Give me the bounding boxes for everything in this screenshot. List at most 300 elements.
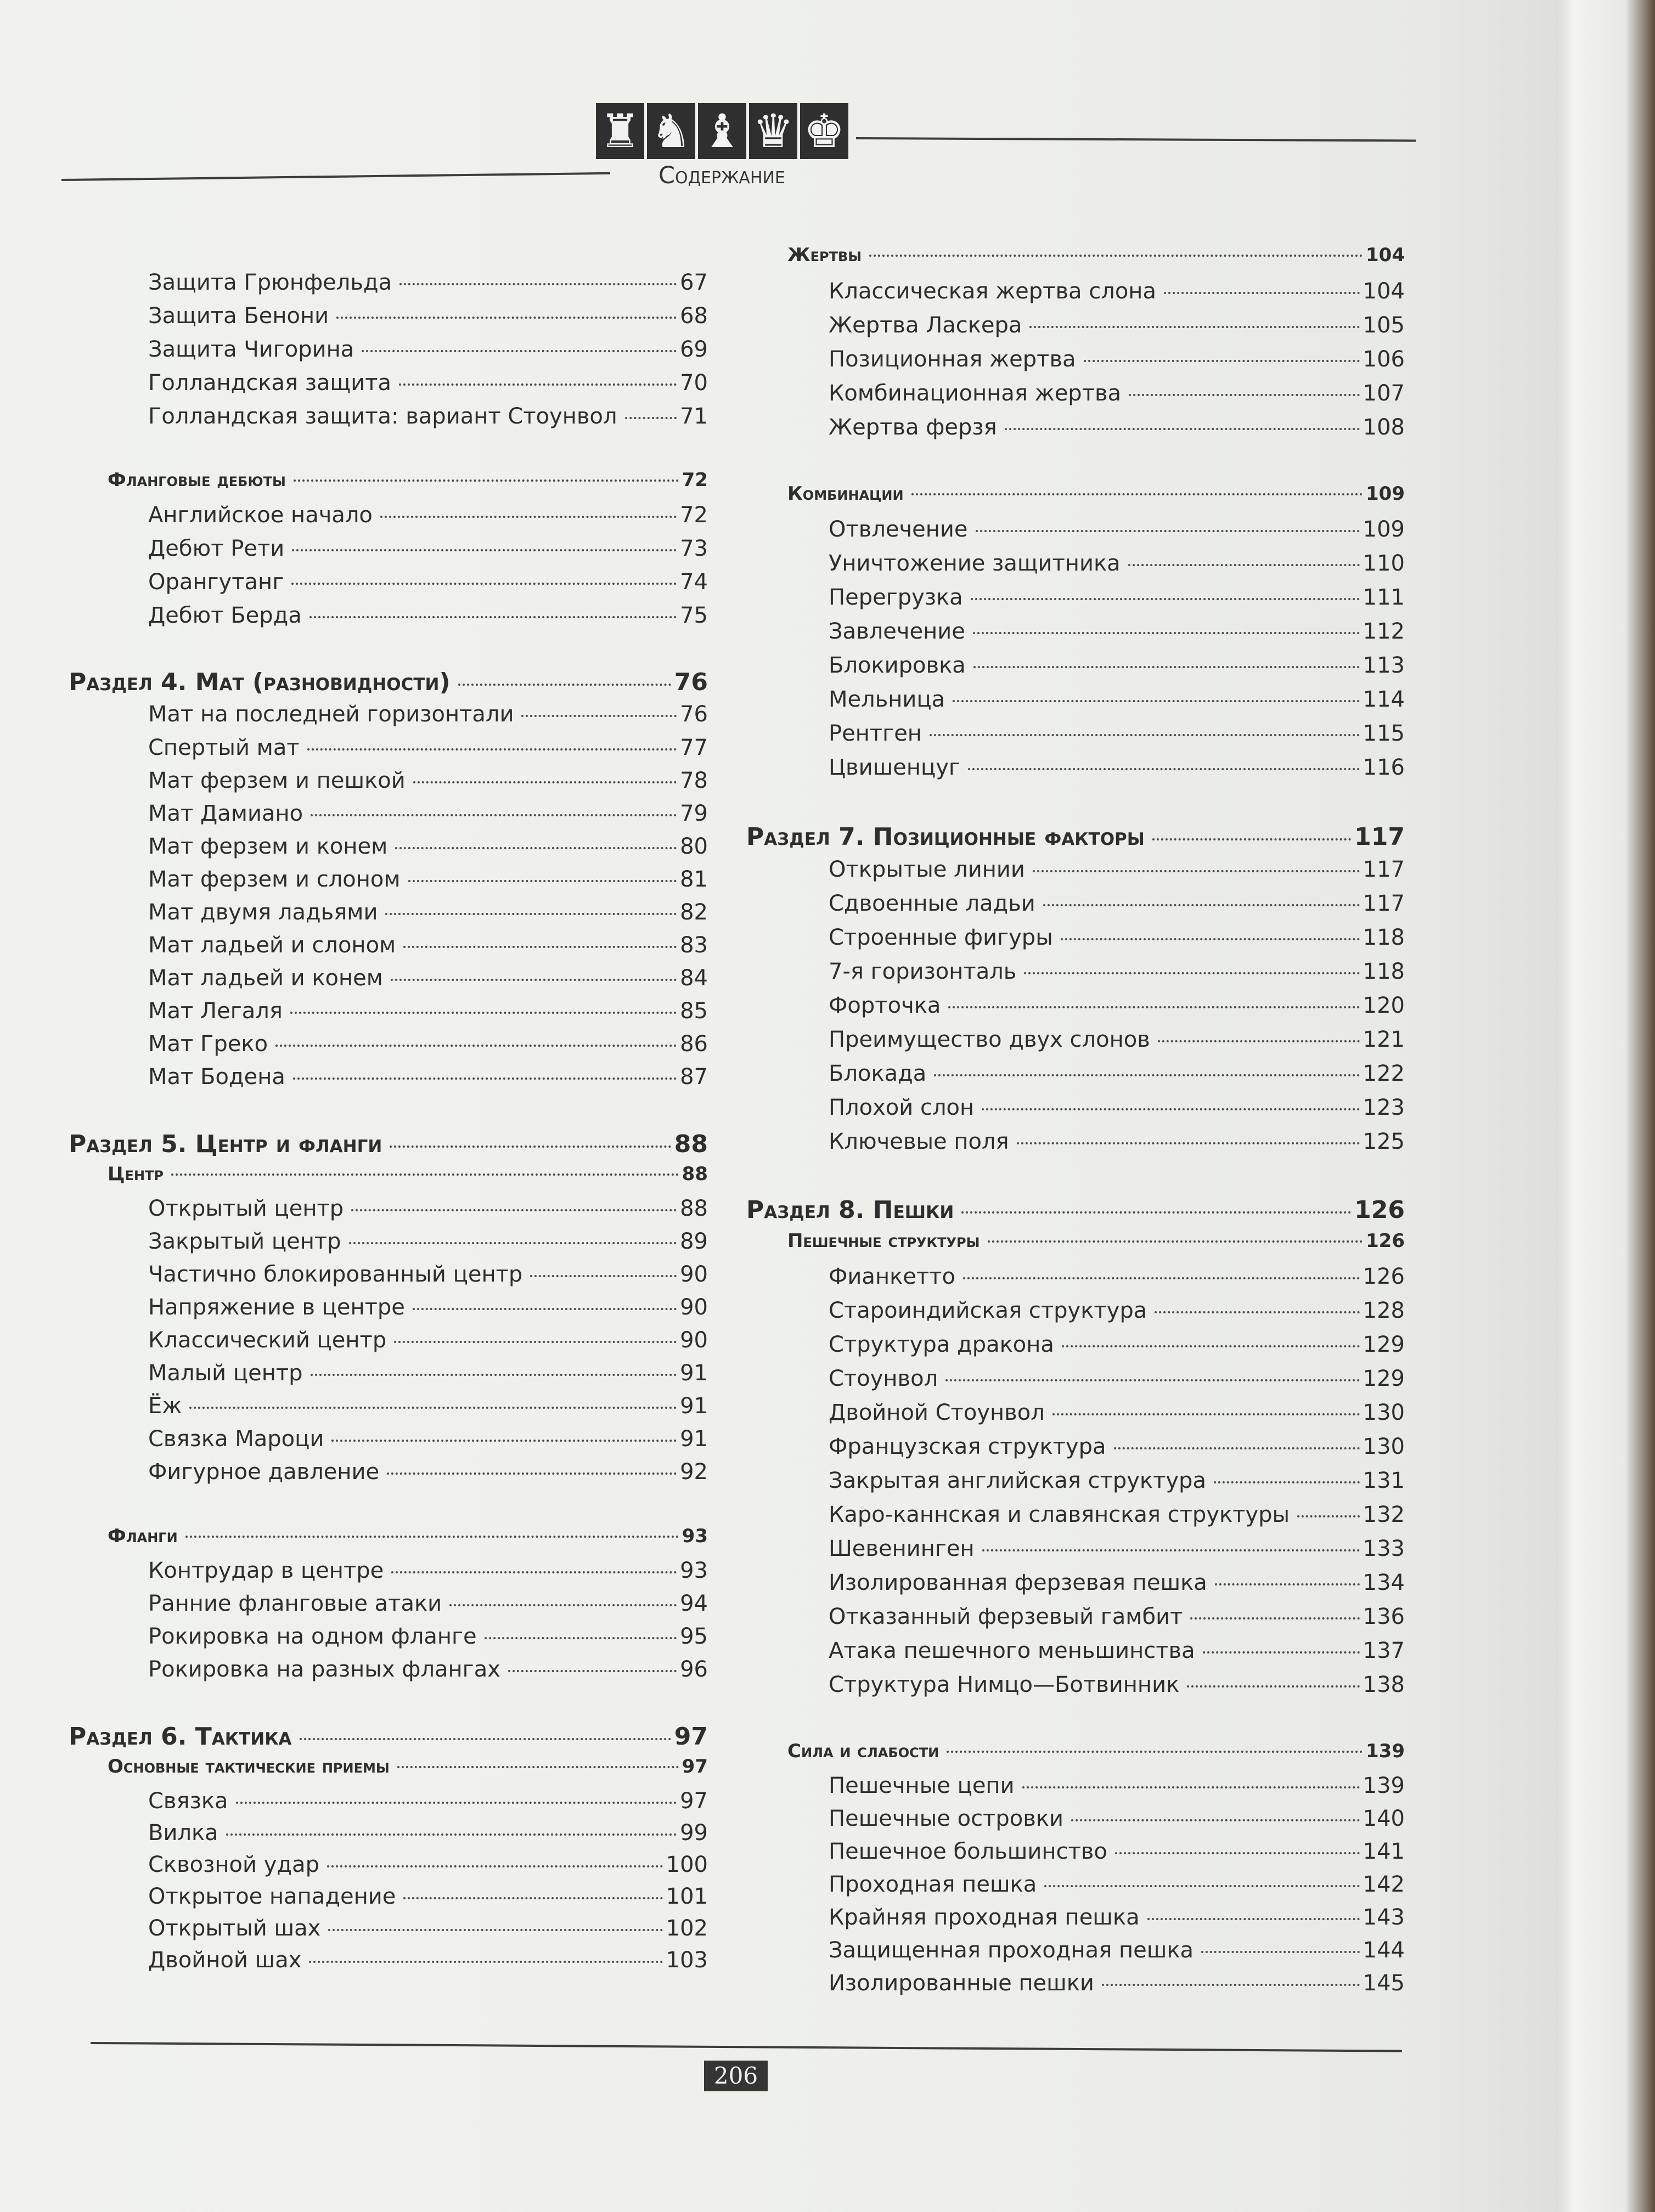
king-icon: ♚ <box>800 103 848 159</box>
toc-entry-label: 7-я горизонталь <box>829 959 1017 984</box>
toc-entry-page: 84 <box>680 966 708 991</box>
toc-entry-label: Завлечение <box>829 619 965 644</box>
toc-entry-label: Открытый центр <box>148 1196 344 1221</box>
dot-leader <box>458 684 671 686</box>
toc-entry-page: 68 <box>680 303 708 329</box>
toc-entry-page: 123 <box>1363 1095 1405 1120</box>
dot-leader <box>292 549 677 551</box>
dot-leader <box>385 913 677 915</box>
toc-entry-page: 115 <box>1363 721 1405 746</box>
toc-entry <box>829 1434 1405 1459</box>
toc-section-entry <box>69 1723 708 1751</box>
dot-leader <box>1062 1345 1360 1347</box>
dot-leader <box>1190 1617 1359 1620</box>
toc-entry-page: 90 <box>680 1328 708 1353</box>
toc-entry <box>148 1229 708 1254</box>
toc-entry-page: 89 <box>680 1229 708 1254</box>
toc-entry <box>148 1393 708 1419</box>
toc-entry <box>829 551 1405 576</box>
dot-leader <box>947 1751 1363 1753</box>
toc-entry-page: 125 <box>1363 1129 1405 1154</box>
toc-entry-label: Блокада <box>829 1061 927 1086</box>
toc-entry <box>148 1426 708 1452</box>
toc-entry-label: Преимущество двух слонов <box>829 1027 1150 1052</box>
dot-leader <box>408 880 677 882</box>
toc-entry-page: 71 <box>680 404 708 429</box>
toc-entry-label: Атака пешечного меньшинства <box>829 1638 1195 1663</box>
toc-entry <box>829 721 1405 746</box>
knight-icon: ♞ <box>647 103 695 159</box>
toc-entry-label: Плохой слон <box>829 1095 975 1120</box>
toc-entry-label: Ранние фланговые атаки <box>148 1591 442 1616</box>
toc-entry <box>829 1027 1405 1052</box>
toc-entry-page: 90 <box>680 1295 708 1320</box>
toc-entry-page: 94 <box>680 1591 708 1616</box>
toc-entry-page: 103 <box>666 1948 708 1973</box>
dot-leader <box>934 1074 1359 1076</box>
toc-entry <box>148 404 708 429</box>
toc-entry-label: Сила и слабости <box>787 1740 939 1762</box>
toc-entry-label: Английское начало <box>148 503 373 528</box>
toc-entry-label: Мельница <box>829 687 945 712</box>
dot-leader <box>930 734 1360 736</box>
dot-leader <box>1297 1515 1360 1517</box>
dot-leader <box>275 1045 677 1047</box>
toc-entry-page: 117 <box>1354 823 1405 851</box>
toc-entry <box>829 1938 1405 1963</box>
toc-left-column <box>0 0 724 2030</box>
dot-leader <box>521 715 677 717</box>
toc-entry <box>829 1773 1405 1798</box>
dot-leader <box>403 946 677 948</box>
toc-entry-label: Отказанный ферзевый гамбит <box>829 1604 1183 1629</box>
toc-entry-label: Жертва Ласкера <box>829 313 1022 338</box>
dot-leader <box>1147 1918 1360 1920</box>
toc-entry-label: Староиндийская структура <box>829 1298 1147 1323</box>
dot-leader <box>1033 870 1360 872</box>
dot-leader <box>387 1472 677 1475</box>
toc-entry-page: 90 <box>680 1262 708 1287</box>
toc-entry-page: 129 <box>1363 1366 1405 1391</box>
page-header-title: Содержание <box>658 162 785 189</box>
toc-subsection-entry <box>108 1756 708 1778</box>
toc-entry-label: Стоунвол <box>829 1366 938 1391</box>
dot-leader <box>294 479 679 482</box>
toc-entry-page: 139 <box>1363 1773 1405 1798</box>
toc-entry-label: Раздел 6. Тактика <box>69 1723 292 1751</box>
toc-entry-page: 88 <box>674 1130 708 1158</box>
dot-leader <box>311 1374 677 1376</box>
dot-leader <box>362 350 677 352</box>
toc-entry <box>829 517 1405 542</box>
toc-entry-label: Голландская защита <box>148 370 392 396</box>
toc-entry <box>148 801 708 826</box>
toc-entry-page: 134 <box>1363 1570 1405 1595</box>
toc-entry-label: Пешечные структуры <box>787 1230 980 1252</box>
toc-entry-label: Жертва ферзя <box>829 415 997 440</box>
toc-entry-label: Комбинации <box>787 483 904 505</box>
toc-entry <box>148 1295 708 1320</box>
toc-entry <box>148 1459 708 1485</box>
toc-entry-label: Защита Чигорина <box>148 337 354 362</box>
dot-leader <box>982 1549 1360 1551</box>
toc-entry <box>829 1604 1405 1629</box>
toc-entry-page: 122 <box>1363 1061 1405 1086</box>
toc-entry-page: 140 <box>1363 1806 1405 1831</box>
toc-subsection-entry <box>787 483 1405 505</box>
toc-entry-label: Закрытый центр <box>148 1229 341 1254</box>
rook-icon: ♜ <box>596 103 644 159</box>
toc-entry-label: Рентген <box>829 721 922 746</box>
dot-leader <box>1129 394 1360 396</box>
toc-entry-label: Пешечные островки <box>829 1806 1063 1831</box>
toc-entry <box>148 1064 708 1090</box>
toc-entry <box>148 1820 708 1846</box>
toc-entry-label: Сдвоенные ладьи <box>829 891 1035 916</box>
toc-entry-label: Открытый шах <box>148 1916 321 1941</box>
toc-entry-label: Раздел 5. Центр и фланги <box>69 1130 382 1158</box>
dot-leader <box>226 1833 677 1836</box>
toc-entry-label: Мат Греко <box>148 1031 268 1057</box>
toc-entry <box>829 313 1405 338</box>
toc-entry <box>829 1468 1405 1493</box>
dot-leader <box>1102 1984 1360 1986</box>
toc-entry-label: Защита Грюнфельда <box>148 270 392 295</box>
toc-entry-page: 76 <box>680 702 708 727</box>
toc-entry-page: 132 <box>1363 1502 1405 1527</box>
toc-entry-page: 121 <box>1363 1027 1405 1052</box>
toc-entry-label: Центр <box>108 1163 164 1185</box>
toc-entry-page: 67 <box>680 270 708 295</box>
dot-leader <box>394 1341 677 1343</box>
toc-entry-label: Связка Мароци <box>148 1426 324 1452</box>
dot-leader <box>309 1961 662 1963</box>
dot-leader <box>171 1173 679 1176</box>
toc-entry <box>829 1570 1405 1595</box>
dot-leader <box>1203 1651 1360 1654</box>
toc-entry-page: 109 <box>1366 483 1405 505</box>
toc-entry-page: 88 <box>680 1196 708 1221</box>
dot-leader <box>236 1802 677 1804</box>
toc-entry-page: 93 <box>682 1525 708 1547</box>
toc-entry-label: Орангутанг <box>148 569 284 595</box>
dot-leader <box>961 1211 1351 1214</box>
dot-leader <box>1152 838 1351 840</box>
toc-section-entry <box>69 668 708 696</box>
toc-entry <box>829 1839 1405 1864</box>
toc-entry-page: 96 <box>680 1657 708 1682</box>
toc-entry <box>829 857 1405 882</box>
toc-entry-page: 114 <box>1363 687 1405 712</box>
toc-entry-label: Блокировка <box>829 653 966 678</box>
toc-entry-label: Строенные фигуры <box>829 925 1053 950</box>
toc-section-entry <box>746 1196 1405 1224</box>
toc-entry <box>148 370 708 396</box>
toc-entry-page: 109 <box>1363 517 1405 542</box>
toc-entry-label: Фигурное давление <box>148 1459 380 1485</box>
toc-entry-label: Пешечное большинство <box>829 1839 1107 1864</box>
dot-leader <box>413 781 677 783</box>
toc-subsection-entry <box>108 469 708 491</box>
toc-entry <box>148 966 708 991</box>
toc-entry <box>829 1061 1405 1086</box>
toc-entry-label: Сквозной удар <box>148 1852 319 1877</box>
toc-entry-page: 107 <box>1363 381 1405 406</box>
dot-leader <box>1017 1142 1360 1144</box>
toc-entry-label: Мат ферзем и конем <box>148 834 388 859</box>
toc-entry-label: Напряжение в центре <box>148 1295 405 1320</box>
toc-entry-label: Фланговые дебюты <box>108 469 286 491</box>
dot-leader <box>973 666 1360 668</box>
toc-entry-label: Классический центр <box>148 1328 387 1353</box>
dot-leader <box>530 1275 677 1277</box>
toc-entry-label: Изолированная ферзевая пешка <box>829 1570 1207 1595</box>
toc-entry <box>148 1361 708 1386</box>
toc-entry-label: Мат Бодена <box>148 1064 285 1090</box>
toc-section-entry <box>746 823 1405 851</box>
toc-entry-label: Уничтожение защитника <box>829 551 1121 576</box>
dot-leader <box>1158 1040 1360 1042</box>
toc-entry <box>148 900 708 925</box>
toc-entry <box>829 1264 1405 1289</box>
toc-entry <box>829 279 1405 304</box>
dot-leader <box>413 1308 677 1310</box>
toc-entry <box>148 1196 708 1221</box>
dot-leader <box>1052 1413 1360 1415</box>
toc-entry-page: 80 <box>680 834 708 859</box>
toc-entry-page: 141 <box>1363 1839 1405 1864</box>
dot-leader <box>391 979 677 981</box>
toc-entry-label: Частично блокированный центр <box>148 1262 523 1287</box>
queen-icon: ♛ <box>749 103 797 159</box>
toc-entry-page: 91 <box>680 1426 708 1452</box>
toc-entry-label: Комбинационная жертва <box>829 381 1122 406</box>
toc-entry-label: Структура дракона <box>829 1332 1054 1357</box>
dot-leader <box>1155 1311 1359 1313</box>
dot-leader <box>968 768 1360 770</box>
toc-entry-page: 129 <box>1363 1332 1405 1357</box>
dot-leader <box>1022 1786 1360 1788</box>
toc-entry-page: 139 <box>1366 1740 1405 1762</box>
toc-entry <box>829 1536 1405 1561</box>
toc-entry-label: Рокировка на разных флангах <box>148 1657 500 1682</box>
toc-section-entry <box>69 1130 708 1158</box>
toc-entry-label: Мат ферзем и пешкой <box>148 768 406 793</box>
dot-leader <box>963 1277 1360 1279</box>
dot-leader <box>328 1929 662 1931</box>
toc-entry-label: Малый центр <box>148 1361 303 1386</box>
toc-entry-label: Изолированные пешки <box>829 1971 1094 1996</box>
dot-leader <box>290 1012 677 1014</box>
toc-entry <box>829 1502 1405 1527</box>
dot-leader <box>1164 292 1360 294</box>
toc-entry-label: Основные тактические приемы <box>108 1756 390 1778</box>
toc-entry <box>148 998 708 1024</box>
toc-entry <box>829 925 1405 950</box>
toc-entry-page: 142 <box>1363 1872 1405 1897</box>
dot-leader <box>307 748 677 751</box>
toc-entry-label: Закрытая английская структура <box>829 1468 1206 1493</box>
toc-entry-page: 128 <box>1363 1298 1405 1323</box>
toc-entry <box>829 585 1405 610</box>
dot-leader <box>391 1571 677 1573</box>
dot-leader <box>1187 1685 1359 1688</box>
toc-entry-page: 110 <box>1363 551 1405 576</box>
toc-entry <box>148 933 708 958</box>
toc-entry-page: 144 <box>1363 1938 1405 1963</box>
toc-entry-label: Двойной шах <box>148 1948 302 1973</box>
toc-entry-page: 126 <box>1363 1264 1405 1289</box>
dot-leader <box>336 317 677 319</box>
toc-entry-page: 77 <box>680 735 708 760</box>
toc-entry-label: Мат Легаля <box>148 998 283 1024</box>
toc-entry <box>829 1332 1405 1357</box>
toc-entry-page: 118 <box>1363 925 1405 950</box>
page-edge <box>1556 0 1655 2212</box>
toc-entry <box>829 1672 1405 1697</box>
toc-entry-page: 91 <box>680 1361 708 1386</box>
toc-entry <box>829 1400 1405 1425</box>
toc-entry <box>829 891 1405 916</box>
dot-leader <box>185 1536 679 1538</box>
dot-leader <box>309 616 677 618</box>
toc-entry-page: 86 <box>680 1031 708 1057</box>
toc-entry <box>148 536 708 561</box>
toc-entry-label: Мат на последней горизонтали <box>148 702 514 727</box>
toc-subsection-entry <box>787 1740 1405 1762</box>
toc-entry-label: Защищенная проходная пешка <box>829 1938 1194 1963</box>
dot-leader <box>291 583 677 585</box>
toc-entry-label: Контрудар в центре <box>148 1558 384 1583</box>
toc-entry-page: 91 <box>680 1393 708 1419</box>
toc-entry-label: Каро-каннская и славянская структуры <box>829 1502 1290 1527</box>
toc-entry-page: 117 <box>1363 891 1405 916</box>
toc-entry-page: 97 <box>680 1788 708 1814</box>
dot-leader <box>1071 1819 1360 1821</box>
toc-entry <box>829 1971 1405 1996</box>
toc-entry-page: 106 <box>1363 347 1405 372</box>
toc-subsection-entry <box>787 244 1405 266</box>
toc-entry <box>829 993 1405 1018</box>
toc-entry-page: 145 <box>1363 1971 1405 1996</box>
dot-leader <box>982 1108 1359 1110</box>
dot-leader <box>300 1738 671 1740</box>
toc-entry-page: 130 <box>1363 1400 1405 1425</box>
toc-entry-page: 104 <box>1366 244 1405 266</box>
toc-entry-label: Крайняя проходная пешка <box>829 1905 1140 1930</box>
dot-leader <box>399 283 677 285</box>
dot-leader <box>976 530 1360 532</box>
bishop-icon: ♝ <box>698 103 746 159</box>
dot-leader <box>1005 428 1360 430</box>
toc-entry <box>829 1298 1405 1323</box>
toc-entry-page: 87 <box>680 1064 708 1090</box>
toc-entry <box>829 415 1405 440</box>
toc-entry <box>148 1328 708 1353</box>
toc-entry <box>148 1916 708 1941</box>
toc-entry <box>829 755 1405 780</box>
toc-entry-label: Цвишенцуг <box>829 755 960 780</box>
toc-entry <box>829 381 1405 406</box>
dot-leader <box>1214 1481 1360 1483</box>
dot-leader <box>399 383 677 386</box>
dot-leader <box>293 1077 677 1080</box>
toc-entry-label: Открытые линии <box>829 857 1025 882</box>
toc-entry-label: Форточка <box>829 993 941 1018</box>
toc-entry-page: 131 <box>1363 1468 1405 1493</box>
toc-entry-page: 143 <box>1363 1905 1405 1930</box>
toc-entry <box>829 1638 1405 1663</box>
dot-leader <box>1084 360 1360 362</box>
toc-entry <box>829 1905 1405 1930</box>
toc-entry <box>148 867 708 892</box>
toc-entry-page: 118 <box>1363 959 1405 984</box>
toc-entry <box>148 1657 708 1682</box>
dot-leader <box>911 493 1363 495</box>
dot-leader <box>1029 326 1359 328</box>
toc-entry-label: Голландская защита: вариант Стоунвол <box>148 404 617 429</box>
toc-entry-page: 76 <box>674 668 708 696</box>
toc-entry-page: 120 <box>1363 993 1405 1018</box>
toc-entry-page: 116 <box>1363 755 1405 780</box>
toc-entry-label: Ключевые поля <box>829 1129 1009 1154</box>
toc-entry-page: 74 <box>680 569 708 595</box>
toc-entry-label: Структура Нимцо—Ботвинник <box>829 1672 1180 1697</box>
dot-leader <box>945 1379 1360 1381</box>
toc-entry-page: 97 <box>674 1723 708 1751</box>
toc-subsection-entry <box>108 1163 708 1185</box>
toc-entry <box>148 1558 708 1583</box>
toc-entry-page: 97 <box>682 1756 708 1778</box>
toc-entry-page: 136 <box>1363 1604 1405 1629</box>
toc-entry-page: 92 <box>680 1459 708 1485</box>
dot-leader <box>390 1146 671 1148</box>
toc-entry-label: Мат ладьей и слоном <box>148 933 396 958</box>
toc-entry-label: Открытое нападение <box>148 1884 396 1909</box>
dot-leader <box>1114 1447 1360 1449</box>
toc-entry-page: 88 <box>682 1163 708 1185</box>
toc-entry-label: Мат двумя ладьями <box>148 900 378 925</box>
toc-subsection-entry <box>108 1525 708 1547</box>
toc-entry <box>148 834 708 859</box>
toc-entry-page: 78 <box>680 768 708 793</box>
toc-entry-label: Французская структура <box>829 1434 1106 1459</box>
dot-leader <box>331 1440 677 1442</box>
toc-entry-label: Фланги <box>108 1525 178 1547</box>
toc-entry <box>829 619 1405 644</box>
dot-leader <box>311 814 677 816</box>
dot-leader <box>1215 1583 1360 1585</box>
toc-entry-label: Позиционная жертва <box>829 347 1076 372</box>
dot-leader <box>349 1242 677 1244</box>
toc-entry-page: 133 <box>1363 1536 1405 1561</box>
toc-entry-label: Ёж <box>148 1393 182 1419</box>
toc-entry <box>148 702 708 727</box>
toc-entry-page: 99 <box>680 1820 708 1846</box>
toc-entry-page: 75 <box>680 603 708 628</box>
toc-entry-page: 130 <box>1363 1434 1405 1459</box>
toc-entry-page: 108 <box>1363 415 1405 440</box>
toc-entry-label: Мат ладьей и конем <box>148 966 383 991</box>
dot-leader <box>189 1407 677 1409</box>
toc-entry-page: 79 <box>680 801 708 826</box>
toc-entry-page: 126 <box>1354 1196 1405 1224</box>
toc-entry-page: 73 <box>680 536 708 561</box>
toc-entry-page: 102 <box>666 1916 708 1941</box>
dot-leader <box>1043 904 1360 906</box>
toc-entry <box>148 1884 708 1909</box>
toc-entry-page: 117 <box>1363 857 1405 882</box>
